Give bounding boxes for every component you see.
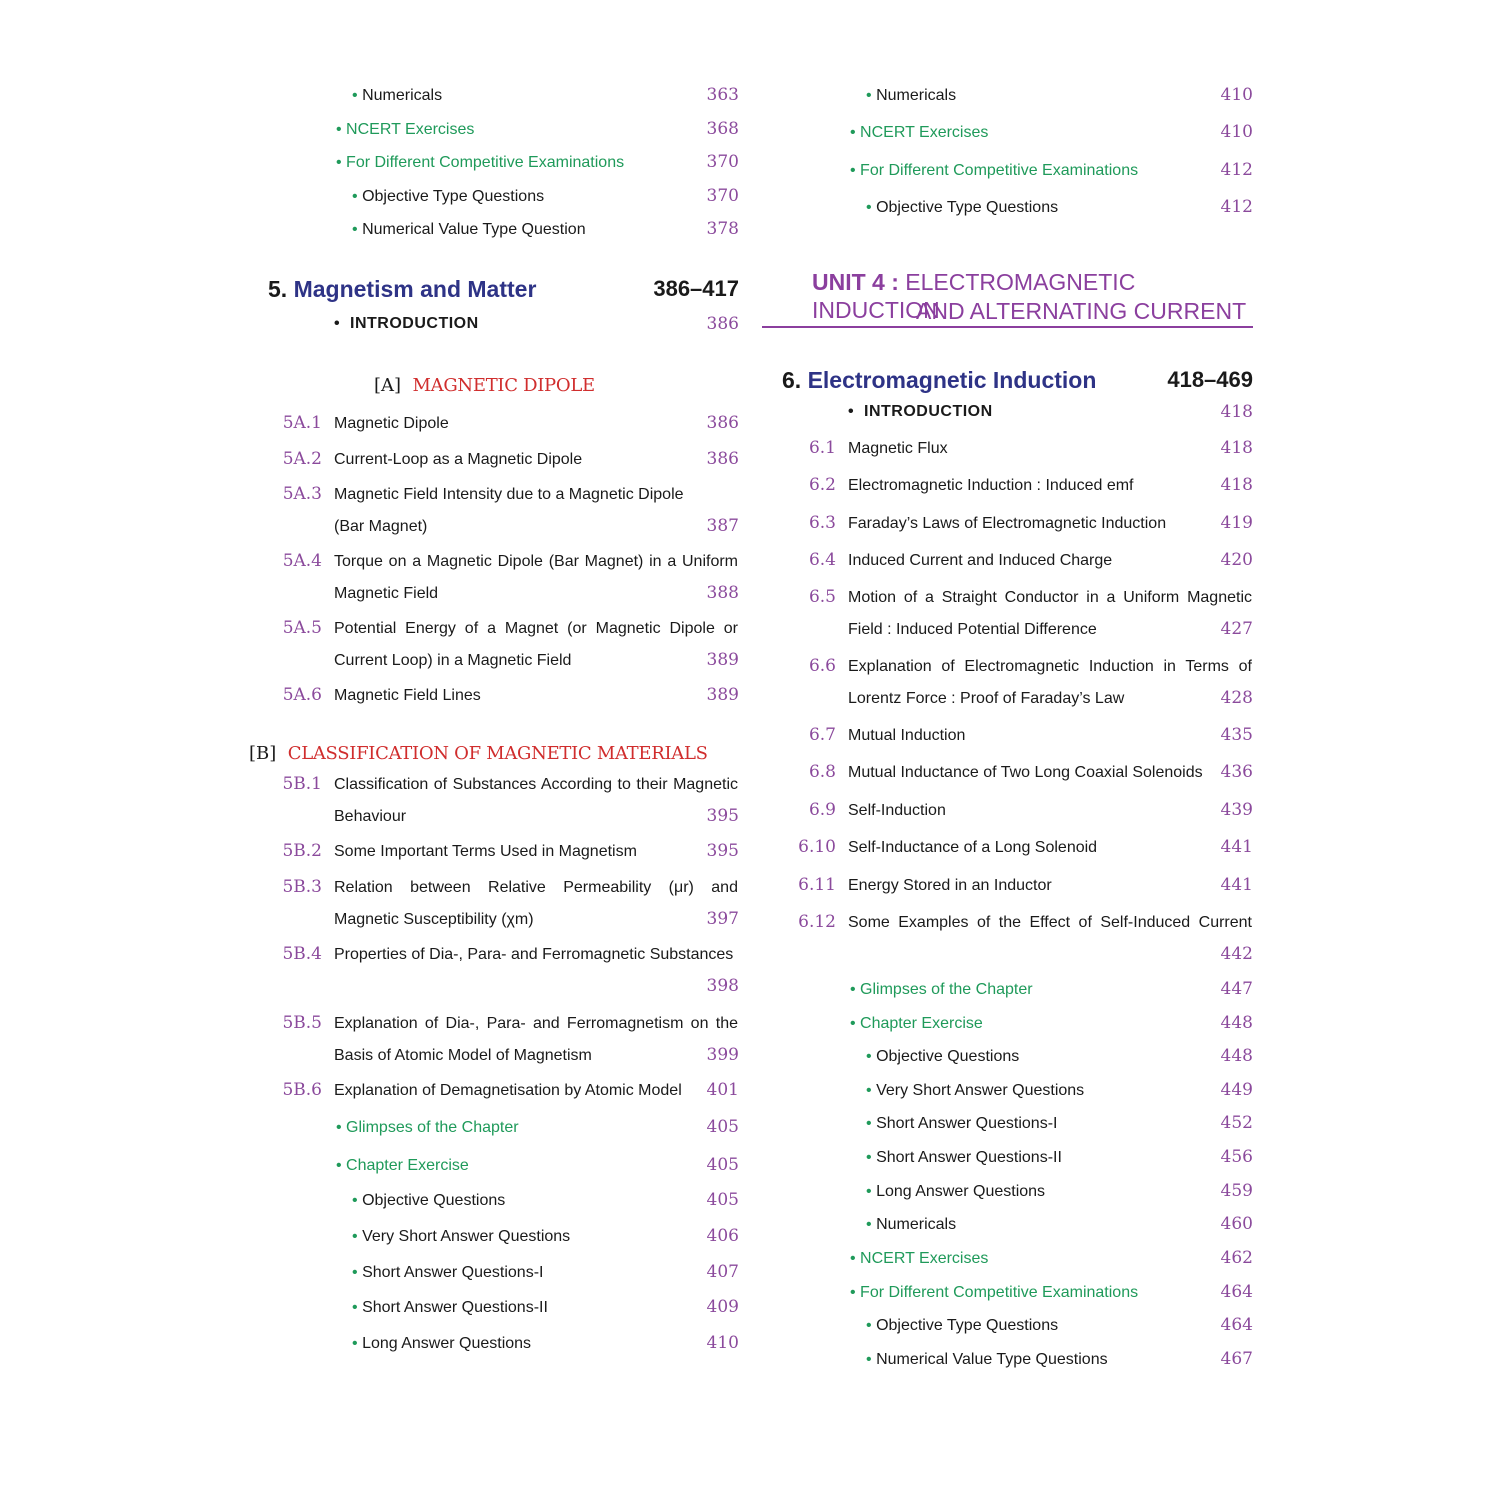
toc-entry[interactable] — [352, 1191, 505, 1211]
section-number: 5B.2 — [282, 841, 322, 861]
toc-entry[interactable] — [352, 1263, 543, 1283]
bullet-icon: • — [352, 1299, 358, 1316]
section-a-heading — [374, 375, 595, 397]
section-number: 6.1 — [808, 438, 836, 458]
page-number: 401 — [706, 1080, 739, 1100]
chapter-title[interactable] — [782, 366, 1096, 394]
bullet-icon: • — [866, 1183, 872, 1200]
entry-label: Short Answer Questions-II — [876, 1149, 1062, 1166]
toc-entry[interactable] — [866, 1316, 1058, 1336]
section-number: 5A.3 — [282, 484, 322, 504]
toc-entry[interactable] — [334, 878, 738, 898]
toc-entry[interactable] — [866, 86, 956, 106]
section-number: 5A.5 — [282, 618, 322, 638]
unit-label: UNIT 4 : — [812, 269, 899, 295]
toc-entry[interactable] — [866, 1215, 956, 1235]
page-number: 418 — [1220, 402, 1253, 422]
section-bracket: [A] — [374, 375, 402, 396]
section-title: CLASSIFICATION OF MAGNETIC MATERIALS — [287, 743, 708, 764]
toc-entry[interactable]: Torque on a Magnetic Dipole (Bar Magnet) in a Uniform — [334, 553, 738, 570]
page-number: 442 — [1220, 944, 1253, 964]
toc-entry[interactable]: Faraday’s Laws of Electromagnetic Induction — [848, 515, 1167, 532]
toc-entry[interactable]: • NCERT Exercises — [850, 124, 989, 141]
toc-entry-continued: Lorentz Force : Proof of Faraday’s Law — [848, 690, 1125, 707]
bullet-icon: • — [352, 87, 358, 104]
section-number: 6.10 — [798, 837, 836, 857]
toc-entry[interactable]: Mutual Induction — [848, 727, 966, 744]
page-number: 462 — [1220, 1248, 1253, 1268]
section-number: 5A.6 — [282, 685, 322, 705]
page-number: 397 — [706, 909, 739, 929]
toc-entry[interactable]: Magnetic Dipole — [334, 415, 449, 432]
toc-entry[interactable] — [866, 198, 1058, 218]
bullet-icon: • — [866, 199, 872, 216]
chapter-name: Electromagnetic Induction — [807, 367, 1097, 393]
section-bracket: [B] — [249, 743, 277, 764]
toc-entry-continued: Field : Induced Potential Difference — [848, 621, 1097, 638]
section-number: 5B.3 — [282, 877, 322, 897]
page-number: 370 — [706, 152, 739, 172]
page-number: 441 — [1220, 837, 1253, 857]
page-number: 405 — [706, 1155, 739, 1175]
introduction-entry[interactable]: • INTRODUCTION — [848, 403, 993, 420]
section-number: 5B.5 — [282, 1013, 322, 1033]
bullet-icon: • — [352, 188, 358, 205]
toc-entry-continued: Magnetic Susceptibility (χm) — [334, 911, 534, 928]
toc-entry[interactable]: Magnetic Field Lines — [334, 687, 481, 704]
toc-entry[interactable]: Explanation of Dia-, Para- and Ferromagnetism on the — [334, 1015, 738, 1032]
page-number: 398 — [706, 976, 739, 996]
page-number: 412 — [1220, 160, 1253, 180]
page-number: 395 — [706, 806, 739, 826]
page-number: 412 — [1220, 197, 1253, 217]
entry-label: Glimpses of the Chapter — [860, 981, 1033, 998]
bullet-icon: • — [866, 1048, 872, 1065]
entry-label: Chapter Exercise — [346, 1157, 469, 1174]
toc-entry[interactable]: Motion of a Straight Conductor in a Uniform Magnetic — [848, 589, 1252, 606]
toc-entry[interactable] — [866, 1047, 1019, 1067]
unit-divider — [762, 326, 1253, 328]
bullet-icon: • — [866, 1149, 872, 1166]
section-number: 6.5 — [808, 587, 836, 607]
page-number: 386 — [706, 314, 739, 334]
section-number: 5B.4 — [282, 944, 322, 964]
page-number: 420 — [1220, 550, 1253, 570]
toc-entry[interactable]: • Chapter Exercise — [850, 1015, 983, 1032]
page-number: 368 — [706, 119, 739, 139]
section-number: 6.7 — [808, 725, 836, 745]
toc-entry[interactable]: Magnetic Flux — [848, 440, 948, 457]
page-number: 407 — [706, 1262, 739, 1282]
section-number: 5A.4 — [282, 551, 322, 571]
entry-label: INTRODUCTION — [864, 403, 993, 420]
entry-label: Numericals — [876, 87, 957, 104]
page-number: 399 — [706, 1045, 739, 1065]
toc-entry-continued: Magnetic Field — [334, 585, 439, 602]
section-number: 6.2 — [808, 475, 836, 495]
bullet-icon: • — [352, 1264, 358, 1281]
section-b-heading — [249, 743, 708, 765]
page-number: 410 — [706, 1333, 739, 1353]
toc-entry[interactable]: • For Different Competitive Examinations — [850, 162, 1139, 179]
entry-word: Relation — [334, 879, 393, 896]
section-number: 6.4 — [808, 550, 836, 570]
page-number: 427 — [1220, 619, 1253, 639]
entry-label: Long Answer Questions — [362, 1335, 532, 1352]
toc-entry[interactable] — [352, 1227, 570, 1247]
page-number: 386 — [706, 449, 739, 469]
entry-word: and — [711, 879, 738, 896]
entry-label: Numericals — [362, 87, 443, 104]
entry-label: Glimpses of the Chapter — [346, 1119, 519, 1136]
toc-entry[interactable]: • NCERT Exercises — [336, 121, 475, 138]
toc-entry[interactable]: Explanation of Electromagnetic Induction in Terms of — [848, 658, 1252, 675]
entry-label: For Different Competitive Examinations — [860, 162, 1139, 179]
toc-entry-continued: Current Loop) in a Magnetic Field — [334, 652, 572, 669]
entry-label: NCERT Exercises — [860, 124, 989, 141]
bullet-icon: • — [352, 1192, 358, 1209]
page-number: 388 — [706, 583, 739, 603]
entry-word: Relative — [488, 879, 546, 896]
page-number: 409 — [706, 1297, 739, 1317]
entry-label: INTRODUCTION — [350, 315, 479, 332]
page-number: 418 — [1220, 475, 1253, 495]
toc-entry[interactable]: Explanation of Demagnetisation by Atomic Model — [334, 1082, 682, 1099]
section-number: 6.12 — [798, 912, 836, 932]
bullet-icon: • — [866, 87, 872, 104]
entry-label: Chapter Exercise — [860, 1015, 983, 1032]
page-number: 389 — [706, 650, 739, 670]
entry-label: NCERT Exercises — [860, 1250, 989, 1267]
toc-entry[interactable] — [866, 1081, 1084, 1101]
entry-label: Objective Questions — [362, 1192, 506, 1209]
page-number: 389 — [706, 685, 739, 705]
toc-entry[interactable]: Classification of Substances According to their Magnetic — [334, 776, 738, 793]
page-number: 449 — [1220, 1080, 1253, 1100]
page-number: 436 — [1220, 762, 1253, 782]
page-number: 464 — [1220, 1315, 1253, 1335]
page-number: 406 — [706, 1226, 739, 1246]
page-number: 419 — [1220, 513, 1253, 533]
page-number: 459 — [1220, 1181, 1253, 1201]
bullet-icon: • — [352, 221, 358, 238]
entry-label: Numerical Value Type Questions — [876, 1351, 1108, 1368]
chapter-number: 5. — [268, 276, 288, 302]
page-number: 370 — [706, 186, 739, 206]
page-number: 378 — [706, 219, 739, 239]
toc-entry[interactable]: • Glimpses of the Chapter — [850, 981, 1033, 998]
unit-title-line2: AND ALTERNATING CURRENT — [916, 298, 1247, 324]
toc-entry[interactable]: Electromagnetic Induction : Induced emf — [848, 477, 1134, 494]
entry-label: For Different Competitive Examinations — [346, 154, 625, 171]
page-number: 435 — [1220, 725, 1253, 745]
toc-entry[interactable]: Current-Loop as a Magnetic Dipole — [334, 451, 583, 468]
entry-label: NCERT Exercises — [346, 121, 475, 138]
section-number: 5A.2 — [282, 449, 322, 469]
page-number: 439 — [1220, 800, 1253, 820]
page-number: 441 — [1220, 875, 1253, 895]
bullet-icon: • — [866, 1351, 872, 1368]
page-number: 405 — [706, 1117, 739, 1137]
toc-entry-continued: Basis of Atomic Model of Magnetism — [334, 1047, 592, 1064]
toc-entry[interactable]: Self-Induction — [848, 802, 946, 819]
toc-entry[interactable]: • Glimpses of the Chapter — [336, 1119, 519, 1136]
entry-word: Permeability — [563, 879, 652, 896]
toc-entry[interactable] — [352, 86, 442, 106]
entry-label: Objective Type Questions — [362, 188, 545, 205]
toc-entry-continued: Behaviour — [334, 808, 407, 825]
toc-entry[interactable] — [352, 1334, 531, 1354]
section-number: 6.11 — [798, 875, 836, 895]
toc-entry[interactable] — [866, 1114, 1057, 1134]
toc-entry[interactable] — [352, 220, 586, 240]
entry-label: For Different Competitive Examinations — [860, 1284, 1139, 1301]
page-number: 447 — [1220, 979, 1253, 999]
section-number: 6.6 — [808, 656, 836, 676]
bullet-icon: • — [866, 1115, 872, 1132]
entry-label: Very Short Answer Questions — [362, 1228, 571, 1245]
toc-entry[interactable]: • NCERT Exercises — [850, 1250, 989, 1267]
page-number: 467 — [1220, 1349, 1253, 1369]
chapter-page-range: 418–469 — [1167, 367, 1253, 392]
section-number: 6.3 — [808, 513, 836, 533]
entry-label: Long Answer Questions — [876, 1183, 1046, 1200]
page-number: 386 — [706, 413, 739, 433]
toc-entry[interactable] — [352, 187, 544, 207]
toc-entry[interactable]: • Chapter Exercise — [336, 1157, 469, 1174]
toc-entry[interactable]: Self-Inductance of a Long Solenoid — [848, 839, 1098, 856]
page-number: 410 — [1220, 85, 1253, 105]
toc-entry[interactable]: Properties of Dia-, Para- and Ferromagnetic Substances — [334, 946, 734, 963]
page-number: 456 — [1220, 1147, 1253, 1167]
entry-word: (μr) — [668, 879, 694, 896]
chapter-number: 6. — [782, 367, 802, 393]
chapter-title[interactable] — [268, 275, 536, 303]
entry-label: Short Answer Questions-II — [362, 1299, 548, 1316]
toc-entry-continued: (Bar Magnet) — [334, 518, 428, 535]
page-number: 460 — [1220, 1214, 1253, 1234]
section-number: 6.8 — [808, 762, 836, 782]
bullet-icon: • — [866, 1082, 872, 1099]
toc-entry[interactable] — [866, 1182, 1045, 1202]
page-number: 410 — [1220, 122, 1253, 142]
section-number: 6.9 — [808, 800, 836, 820]
chapter-name: Magnetism and Matter — [293, 276, 537, 302]
page-number: 428 — [1220, 688, 1253, 708]
page-number: 464 — [1220, 1282, 1253, 1302]
entry-label: Numerical Value Type Question — [362, 221, 586, 238]
bullet-icon: • — [352, 1228, 358, 1245]
toc-entry[interactable] — [866, 1350, 1108, 1370]
toc-entry[interactable]: • For Different Competitive Examinations — [850, 1284, 1139, 1301]
page-number: 452 — [1220, 1113, 1253, 1133]
entry-label: Objective Questions — [876, 1048, 1020, 1065]
toc-entry[interactable]: Induced Current and Induced Charge — [848, 552, 1113, 569]
toc-entry[interactable]: Magnetic Field Intensity due to a Magnetic Dipole — [334, 486, 684, 503]
bullet-icon: • — [866, 1317, 872, 1334]
page-number: 387 — [706, 516, 739, 536]
entry-word: between — [410, 879, 471, 896]
toc-entry[interactable]: Potential Energy of a Magnet (or Magnetic Dipole or — [334, 620, 738, 637]
toc-entry[interactable]: • For Different Competitive Examinations — [336, 154, 625, 171]
toc-entry[interactable] — [866, 1148, 1062, 1168]
entry-label: Very Short Answer Questions — [876, 1082, 1085, 1099]
chapter-page-range: 386–417 — [653, 276, 739, 301]
section-number: 5B.1 — [282, 774, 322, 794]
introduction-entry[interactable]: • INTRODUCTION — [334, 315, 479, 332]
section-title: MAGNETIC DIPOLE — [412, 375, 595, 396]
page-number: 363 — [706, 85, 739, 105]
toc-entry[interactable]: Some Important Terms Used in Magnetism — [334, 843, 637, 860]
entry-label: Short Answer Questions-I — [876, 1115, 1058, 1132]
page-number: 418 — [1220, 438, 1253, 458]
toc-entry[interactable] — [352, 1298, 548, 1318]
bullet-icon: • — [352, 1335, 358, 1352]
toc-entry[interactable]: Mutual Inductance of Two Long Coaxial Solenoids — [848, 764, 1203, 781]
page-number: 395 — [706, 841, 739, 861]
toc-entry[interactable]: Some Examples of the Effect of Self-Induced Current — [848, 914, 1252, 931]
entry-label: Objective Type Questions — [876, 199, 1059, 216]
entry-label: Objective Type Questions — [876, 1317, 1059, 1334]
toc-entry[interactable]: Energy Stored in an Inductor — [848, 877, 1052, 894]
section-number: 5B.6 — [282, 1080, 322, 1100]
page-number: 448 — [1220, 1046, 1253, 1066]
section-number: 5A.1 — [282, 413, 322, 433]
page-number: 448 — [1220, 1013, 1253, 1033]
entry-label: Numericals — [876, 1216, 957, 1233]
unit-title-line1: ELECTROMAGNETIC INDUCTION — [812, 269, 1136, 323]
entry-label: Short Answer Questions-I — [362, 1264, 544, 1281]
bullet-icon: • — [866, 1216, 872, 1233]
page-number: 405 — [706, 1190, 739, 1210]
